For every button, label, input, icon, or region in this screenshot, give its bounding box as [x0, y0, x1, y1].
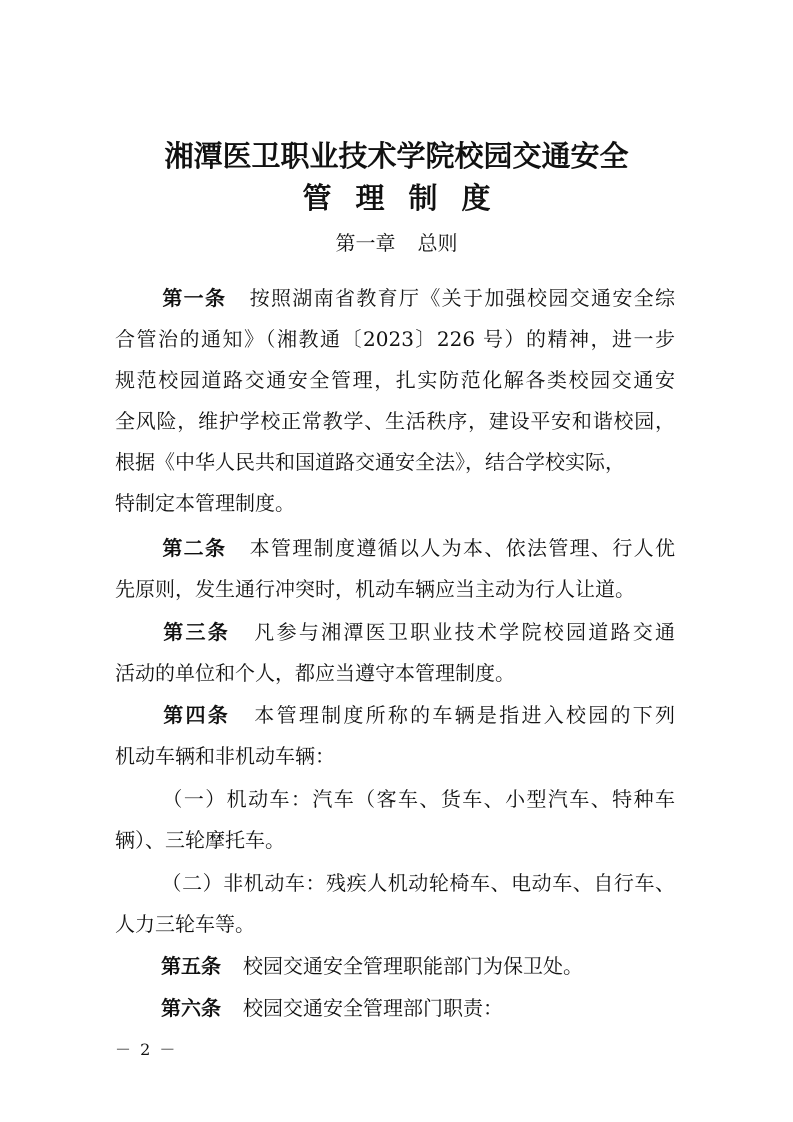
list-item-1: [115, 779, 675, 861]
article-line: [115, 695, 675, 736]
article-text: 按照湖南省教育厅《关于加强校园交通安全综: [248, 286, 676, 310]
article-line: 全风险，维护学校正常教学、生活秩序，建设平安和谐校园，: [115, 409, 675, 433]
article-3: [115, 612, 675, 694]
chapter-name: 总则: [417, 231, 458, 255]
article-line: 特制定本管理制度。: [115, 491, 295, 515]
list-item-line: [115, 779, 675, 820]
article-text: 本管理制度遵循以人为本、依法管理、行人优: [248, 536, 676, 560]
article-2: [115, 528, 675, 610]
article-line: 活动的单位和个人，都应当遵守本管理制度。: [115, 661, 515, 685]
list-item-line: 辆）、三轮摩托车。: [115, 828, 285, 852]
article-line: 机动车辆和非机动车辆：: [115, 744, 335, 768]
article-label: 第二条: [161, 536, 227, 560]
list-item-line: [115, 863, 675, 904]
chapter-number: 第一章: [335, 231, 396, 255]
article-line: [115, 988, 675, 1029]
article-text: 校园交通安全管理职能部门为保卫处。: [243, 954, 583, 978]
article-label: 第五条: [161, 954, 221, 978]
article-line: [115, 612, 675, 653]
article-label: 第三条: [161, 620, 231, 644]
list-item-2: [115, 863, 675, 945]
list-item-text: （二）非机动车：残疾人机动轮椅车、电动车、自行车、: [161, 871, 675, 895]
article-1: [115, 278, 675, 524]
chapter-heading: [0, 228, 793, 258]
article-text: 本管理制度所称的车辆是指进入校园的下列: [252, 703, 676, 727]
article-label: 第一条: [161, 286, 227, 310]
document-title-line-1: 湘潭医卫职业技术学院校园交通安全: [164, 139, 629, 173]
article-line: [115, 946, 675, 987]
article-label: 第四条: [161, 703, 231, 727]
page-number: － 2 －: [115, 1040, 178, 1059]
article-line: [115, 528, 675, 569]
article-line: 规范校园道路交通安全管理，扎实防范化解各类校园交通安: [115, 368, 675, 392]
list-item-text: （一）机动车：汽车（客车、货车、小型汽车、特种车: [161, 787, 675, 811]
article-label: 第六条: [161, 996, 221, 1020]
list-item-line: 人力三轮车等。: [115, 912, 255, 936]
article-4: [115, 695, 675, 777]
article-line: 合管治的通知》（湘教通〔2023〕226 号）的精神，进一步: [115, 327, 675, 351]
article-line: 先原则，发生通行冲突时，机动车辆应当主动为行人让道。: [115, 577, 635, 601]
article-line: [115, 278, 675, 319]
article-5: [115, 946, 675, 987]
article-text: 凡参与湘潭医卫职业技术学院校园道路交通: [252, 620, 676, 644]
document-title-line-2: 管理制度: [302, 181, 515, 215]
article-line: 根据《中华人民共和国道路交通安全法》，结合学校实际，: [115, 450, 625, 474]
article-text: 校园交通安全管理部门职责：: [243, 996, 503, 1020]
article-6: [115, 988, 675, 1029]
